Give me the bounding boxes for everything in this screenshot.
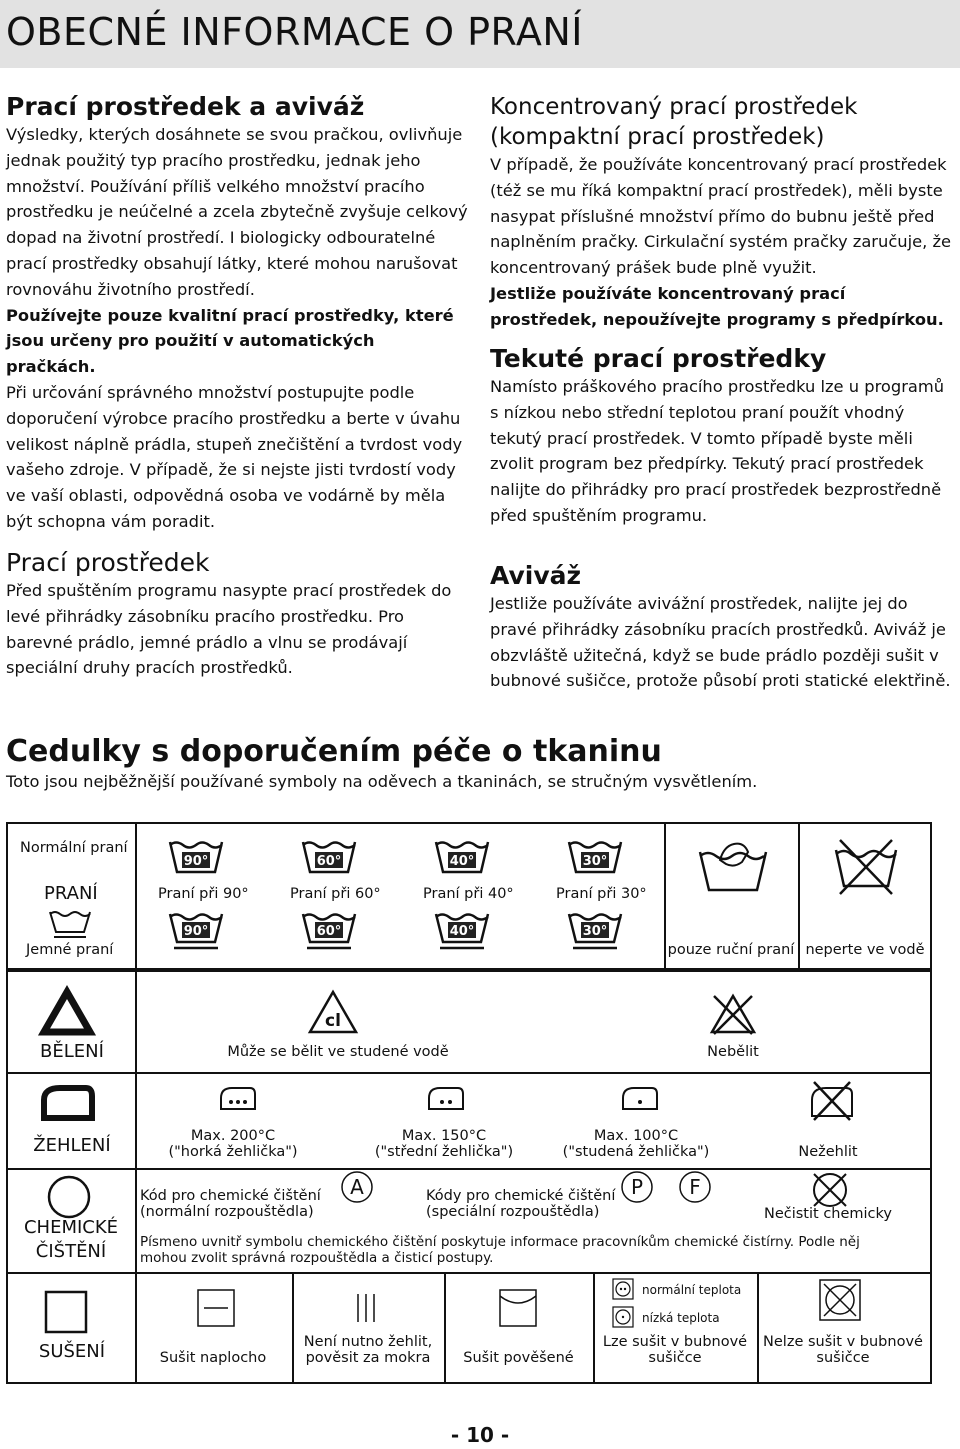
- right-column-3: [490, 561, 952, 694]
- hand-wash-icon: [698, 838, 768, 898]
- dry-clean-icon: [46, 1174, 92, 1220]
- svg-text:40°: 40°: [449, 924, 475, 939]
- line-dry-label: Sušit pověšené: [463, 1350, 574, 1366]
- dry-clean-note: Písmeno uvnitř symbolu chemického čištění poskytuje informace pracovníkům chemické čistírny. Podle něj mohou zvolit správná rozpouštědla a čisticí postupy.: [140, 1234, 860, 1266]
- wash-90-icon: [168, 838, 224, 876]
- line-dry-icon: [498, 1288, 538, 1328]
- concentrated-text: V případě, že používáte koncentrovaný prací prostředek (též se mu říká kompaktní prací prostředek), měli byste nasypat příslušné množství přímo do bubnu ještě před naplněním pračky. Cirkulační systém pračky zaručuje, že koncentrovaný prášek bude plně využit.: [490, 155, 952, 278]
- iron-category-label: ŽEHLENÍ: [33, 1135, 111, 1156]
- wash-30-label: Praní při 30°: [556, 886, 647, 902]
- dry-clean-pf-text-1: Kódy pro chemické čištění: [426, 1188, 616, 1204]
- dry-clean-p-icon: [620, 1170, 654, 1204]
- no-wash-label: neperte ve vodě: [805, 942, 925, 958]
- detergent-heading: Prací prostředek: [6, 548, 210, 577]
- svg-text:30°: 30°: [582, 924, 608, 939]
- no-bleach-label: Nebělit: [707, 1044, 759, 1060]
- left-column-2: [6, 548, 468, 681]
- dry-clean-a-text-1: Kód pro chemické čištění: [140, 1188, 321, 1204]
- care-table: [6, 970, 932, 1384]
- svg-text:60°: 60°: [316, 854, 342, 869]
- tumble-normal-icon: [612, 1278, 634, 1300]
- no-tumble-dry-label-1: Nelze sušit v bubnové: [763, 1334, 923, 1350]
- dry-clean-a-icon: [340, 1170, 374, 1204]
- iron-hot-label: ("horká žehlička"): [168, 1144, 298, 1160]
- wash-40-icon: [434, 838, 490, 876]
- svg-text:30°: 30°: [582, 854, 608, 869]
- wash-60-icon: [301, 838, 357, 876]
- drip-dry-label-1: Není nutno žehlit,: [303, 1334, 433, 1350]
- gentle-60-icon: [301, 910, 357, 950]
- wash-table: [6, 822, 932, 970]
- wash-40-label: Praní při 40°: [423, 886, 514, 902]
- drip-dry-icon: [346, 1288, 386, 1328]
- no-tumble-dry-label-2: sušičce: [816, 1350, 870, 1366]
- bleach-category-label: BĚLENÍ: [40, 1041, 104, 1062]
- normal-wash-label: Normální praní: [20, 840, 128, 856]
- dry-clean-category-1: CHEMICKÉ: [23, 1217, 119, 1238]
- dry-clean-pf-text-2: (speciální rozpouštědla): [426, 1204, 600, 1220]
- tumble-dry-label-2: sušičce: [648, 1350, 702, 1366]
- gentle-wash-icon: [48, 908, 92, 938]
- iron-hot-max: Max. 200°C: [190, 1128, 276, 1144]
- softener-heading: Aviváž: [490, 561, 582, 590]
- bleach-icon: [42, 990, 92, 1034]
- drying-icon: [44, 1290, 88, 1334]
- gentle-wash-label: Jemné praní: [26, 942, 114, 958]
- no-iron-icon: [808, 1078, 856, 1122]
- iron-medium-icon: [426, 1084, 466, 1112]
- detergent-amount-text: Při určování správného množství postupujte podle doporučení výrobce pracího prostředku a berte v úvahu velikost náplně prádla, stupeň znečištění a tvrdost vody vašeho zdroje. V případě, že si nejste jisti tvrdostí vody ve vaší oblasti, odpovědná osoba ve vodárně by měla být schopna vám poradit.: [6, 382, 463, 531]
- liquid-text: Namísto práškového pracího prostředku lze u programů s nízkou nebo střední teplotou praní použít vhodný tekutý prací prostředek. V tomto případě byste měli zvolit program bez předpírky. Tekutý prací prostředek nalijte do přihrádky pro prací prostředek bezprostředně před spuštěním programu.: [490, 377, 945, 525]
- bleach-cold-icon: [308, 990, 358, 1034]
- page-title-banner: [0, 0, 960, 68]
- detergent-softener-heading: Prací prostředek a aviváž: [6, 92, 365, 121]
- iron-cool-max: Max. 100°C: [593, 1128, 679, 1144]
- right-column-2: [490, 344, 952, 529]
- detergent-intro-text: Výsledky, kterých dosáhnete se svou pračkou, ovlivňuje jednak použitý typ pracího prostředku, jednak jeho množství. Používání příliš velkého množství pracího prostředku je neúčelné a zcela zbytečně zvyšuje celkový dopad na životní prostředí. I biologicky odbouratelné prací prostředky obsahují látky, které mohou narušovat rovnováhu životního prostředí.: [6, 125, 468, 299]
- wash-category-label: PRANÍ: [44, 883, 98, 904]
- gentle-40-icon: [434, 910, 490, 950]
- concentrated-heading: Koncentrovaný prací prostředek (kompaktní prací prostředek): [490, 94, 858, 150]
- gentle-90-icon: [168, 910, 224, 950]
- dry-clean-a-text-2: (normální rozpouštědla): [140, 1204, 314, 1220]
- care-labels-subtitle: Toto jsou nejběžnější používané symboly na oděvech a tkaninách, se stručným vysvětlením.: [6, 772, 758, 791]
- gentle-30-icon: [567, 910, 623, 950]
- no-wash-icon: [834, 836, 898, 896]
- tumble-low-label: nízká teplota: [642, 1311, 720, 1325]
- no-dry-clean-icon: [810, 1170, 850, 1210]
- svg-text:P: P: [630, 1175, 644, 1199]
- tumble-normal-label: normální teplota: [642, 1283, 742, 1297]
- no-dry-clean-label: Nečistit chemicky: [763, 1206, 892, 1222]
- no-iron-label: Nežehlit: [798, 1144, 858, 1160]
- care-labels-heading: Cedulky s doporučením péče o tkaninu: [6, 734, 662, 769]
- svg-text:40°: 40°: [449, 854, 475, 869]
- detergent-quality-note: Používejte pouze kvalitní prací prostředky, které jsou určeny pro použití v automatických pračkách.: [6, 305, 454, 377]
- svg-text:90°: 90°: [183, 924, 209, 939]
- no-bleach-icon: [710, 992, 756, 1036]
- dry-flat-icon: [196, 1288, 236, 1328]
- svg-text:cl: cl: [325, 1011, 341, 1031]
- liquid-heading: Tekuté prací prostředky: [490, 344, 827, 373]
- no-tumble-dry-icon: [818, 1278, 862, 1322]
- svg-text:A: A: [350, 1175, 364, 1199]
- concentrated-warning: Jestliže používáte koncentrovaný prací prostředek, nepoužívejte programy s předpírkou.: [490, 283, 944, 329]
- svg-text:90°: 90°: [183, 854, 209, 869]
- svg-text:60°: 60°: [316, 924, 342, 939]
- wash-30-icon: [567, 838, 623, 876]
- wash-90-label: Praní při 90°: [158, 886, 249, 902]
- dry-flat-label: Sušit naplocho: [159, 1350, 267, 1366]
- iron-medium-max: Max. 150°C: [401, 1128, 487, 1144]
- wash-60-label: Praní při 60°: [290, 886, 381, 902]
- iron-icon: [40, 1082, 96, 1122]
- iron-cool-label: ("studená žehlička"): [562, 1144, 710, 1160]
- page-title: OBECNÉ INFORMACE O PRANÍ: [6, 10, 583, 54]
- drip-dry-label-2: pověsit za mokra: [305, 1350, 431, 1366]
- svg-text:F: F: [689, 1175, 701, 1199]
- tumble-dry-label-1: Lze sušit v bubnové: [602, 1334, 748, 1350]
- tumble-low-icon: [612, 1306, 634, 1328]
- bleach-cold-label: Může se bělit ve studené vodě: [227, 1044, 449, 1060]
- drying-category-label: SUŠENÍ: [38, 1341, 106, 1362]
- iron-hot-icon: [218, 1084, 258, 1112]
- page-number: - 10 -: [450, 1423, 510, 1447]
- dry-clean-category-2: ČIŠTĚNÍ: [35, 1241, 107, 1262]
- dry-clean-f-icon: [678, 1170, 712, 1204]
- left-column: [6, 92, 468, 535]
- softener-text: Jestliže používáte avivážní prostředek, nalijte jej do pravé přihrádky zásobníku pracích prostředků. Aviváž je obzvláště užitečná, když se bude prádlo později sušit v bubnové sušičce, protože působí proti statické elektřině.: [490, 594, 951, 691]
- right-column: [490, 92, 952, 333]
- detergent-text: Před spuštěním programu nasypte prací prostředek do levé přihrádky zásobníku pracího prostředku. Pro barevné prádlo, jemné prádlo a vlnu se prodávají speciální druhy pracích prostředků.: [6, 581, 452, 678]
- iron-cool-icon: [620, 1084, 660, 1112]
- iron-medium-label: ("střední žehlička"): [374, 1144, 514, 1160]
- hand-wash-label: pouze ruční praní: [667, 942, 795, 958]
